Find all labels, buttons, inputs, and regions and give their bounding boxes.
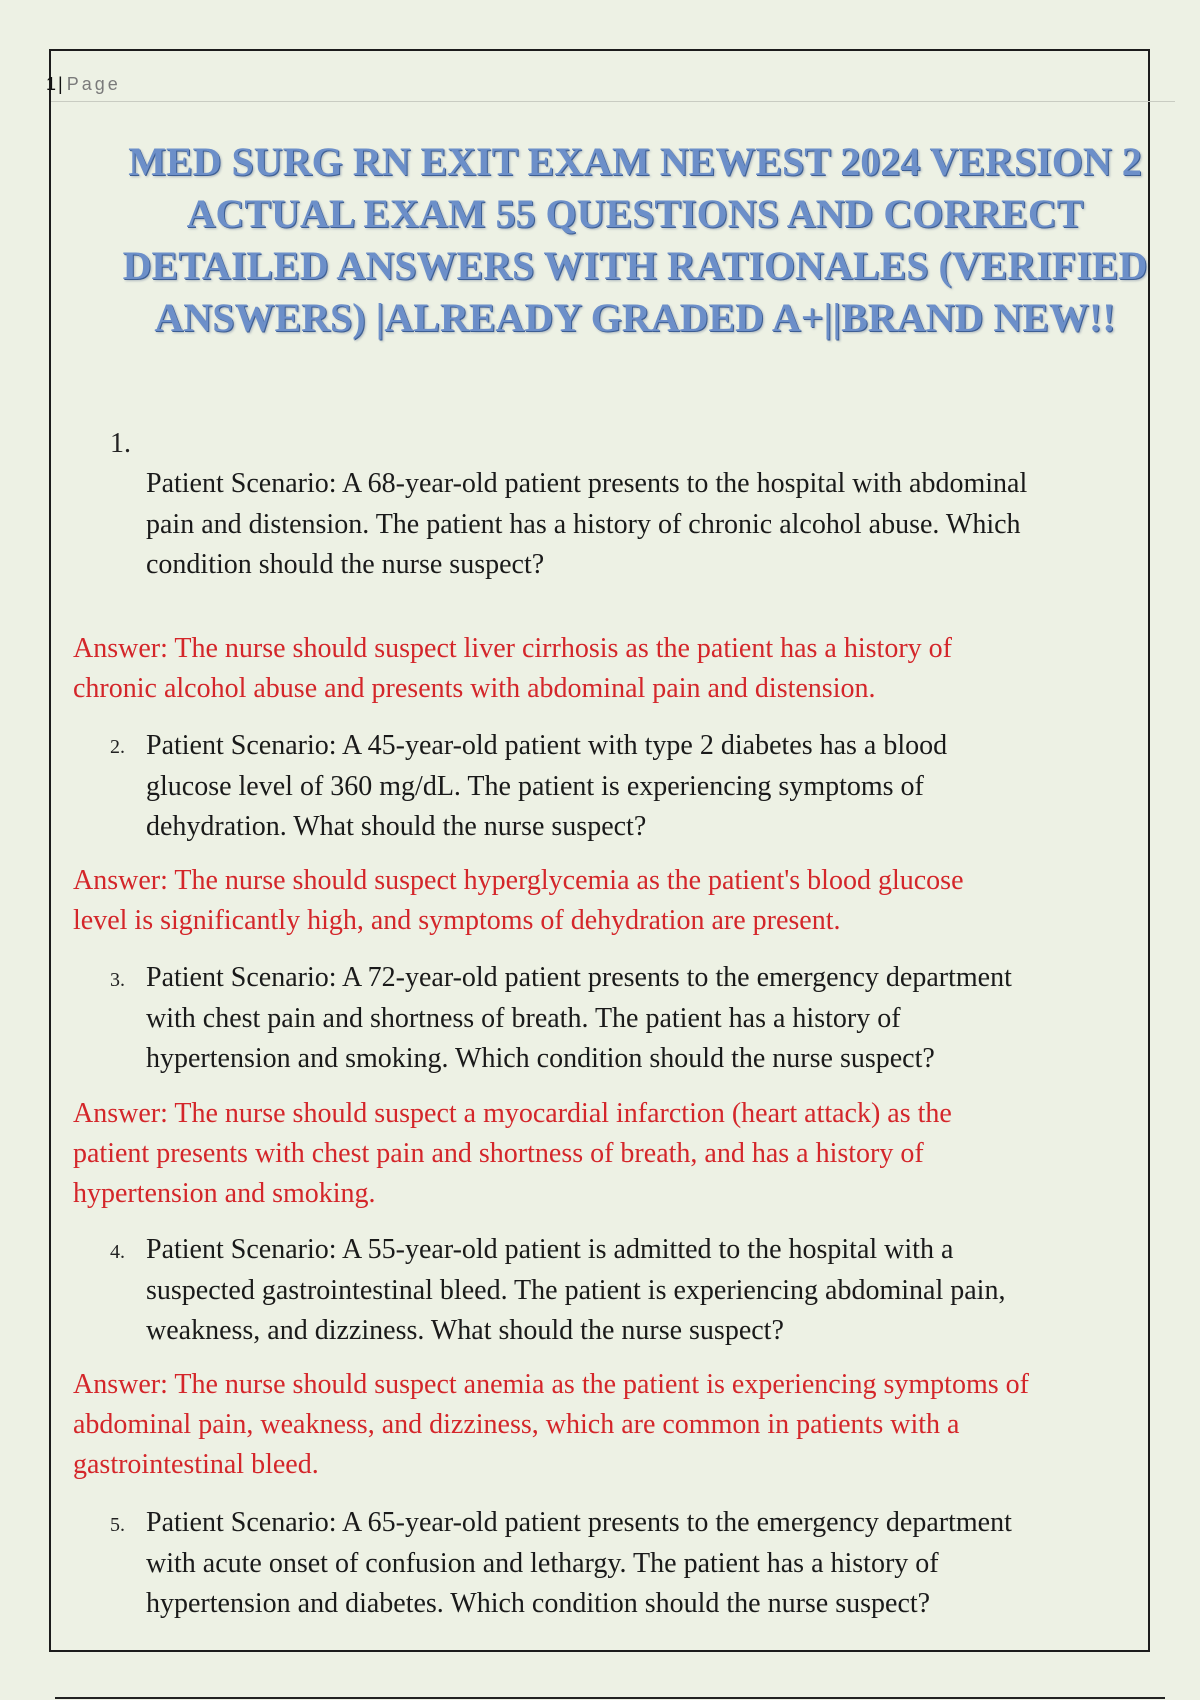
- page-number: 1: [46, 74, 57, 94]
- question-line: suspected gastrointestinal bleed. The patient is experiencing abdominal pain,: [146, 1274, 1006, 1306]
- answer-text: [73, 861, 1183, 941]
- question-line: Patient Scenario: A 65-year-old patient presents to the emergency department: [146, 1507, 1012, 1538]
- question-line: pain and distension. The patient has a history of chronic alcohol abuse. Which: [146, 508, 1021, 540]
- answer-text: [73, 1365, 1183, 1485]
- answer-line: level is significantly high, and symptoms of dehydration are present.: [73, 905, 841, 936]
- question-line: hypertension and diabetes. Which condition should the nurse suspect?: [146, 1588, 931, 1619]
- question-line: Patient Scenario: A 72-year-old patient presents to the emergency department: [146, 962, 1012, 993]
- question-line: condition should the nurse suspect?: [146, 549, 545, 580]
- title-line: DETAILED ANSWERS WITH RATIONALES (VERIFIED: [122, 243, 1148, 288]
- question-line: hypertension and smoking. Which condition should the nurse suspect?: [146, 1043, 935, 1074]
- question-line: with chest pain and shortness of breath. The patient has a history of: [146, 1002, 901, 1034]
- answer-line: patient presents with chest pain and shortness of breath, and has a history of: [73, 1138, 924, 1169]
- question-text: [146, 464, 1161, 586]
- question-text: [146, 1230, 1161, 1352]
- answer-line: chronic alcohol abuse and presents with abdominal pain and distension.: [73, 673, 876, 704]
- question-number: 4.: [110, 1241, 125, 1263]
- footer-divider: [55, 1697, 1165, 1699]
- answer-line: Answer: The nurse should suspect anemia as the patient is experiencing symptoms of: [73, 1369, 1029, 1400]
- answer-line: Answer: The nurse should suspect hyperglycemia as the patient's blood glucose: [73, 865, 964, 896]
- question-line: Patient Scenario: A 55-year-old patient is admitted to the hospital with a: [146, 1234, 954, 1265]
- question-line: Patient Scenario: A 45-year-old patient with type 2 diabetes has a blood: [146, 730, 948, 761]
- question-text: [146, 958, 1161, 1080]
- question-text: [146, 726, 1161, 848]
- document-title: [110, 136, 1160, 344]
- page-header: [46, 74, 121, 95]
- question-number: 2.: [110, 736, 125, 758]
- header-divider: [51, 101, 1175, 102]
- question-line: weakness, and dizziness. What should the nurse suspect?: [146, 1315, 784, 1346]
- title-line: MED SURG RN EXIT EXAM NEWEST 2024 VERSION 2: [128, 139, 1142, 184]
- question-number: 3.: [110, 969, 125, 991]
- question-line: dehydration. What should the nurse suspect?: [146, 811, 647, 842]
- answer-line: Answer: The nurse should suspect a myocardial infarction (heart attack) as the: [73, 1098, 952, 1129]
- question-line: Patient Scenario: A 68-year-old patient presents to the hospital with abdominal: [146, 468, 1028, 499]
- question-number: 1.: [110, 428, 131, 459]
- page-label: Page: [66, 74, 121, 94]
- answer-line: abdominal pain, weakness, and dizziness, which are common in patients with a: [73, 1409, 960, 1440]
- question-line: with acute onset of confusion and lethargy. The patient has a history of: [146, 1547, 939, 1579]
- question-number: 5.: [110, 1514, 125, 1536]
- title-line: ANSWERS) |ALREADY GRADED A+||BRAND NEW!!: [154, 295, 1116, 340]
- answer-text: [73, 629, 1183, 709]
- question-line: glucose level of 360 mg/dL. The patient is experiencing symptoms of: [146, 770, 924, 802]
- title-line: ACTUAL EXAM 55 QUESTIONS AND CORRECT: [186, 191, 1084, 236]
- page-separator: |: [58, 74, 63, 94]
- question-text: [146, 1503, 1161, 1625]
- answer-line: gastrointestinal bleed.: [73, 1449, 319, 1480]
- answer-line: hypertension and smoking.: [73, 1178, 376, 1209]
- answer-line: Answer: The nurse should suspect liver cirrhosis as the patient has a history of: [73, 633, 952, 664]
- answer-text: [73, 1094, 1183, 1214]
